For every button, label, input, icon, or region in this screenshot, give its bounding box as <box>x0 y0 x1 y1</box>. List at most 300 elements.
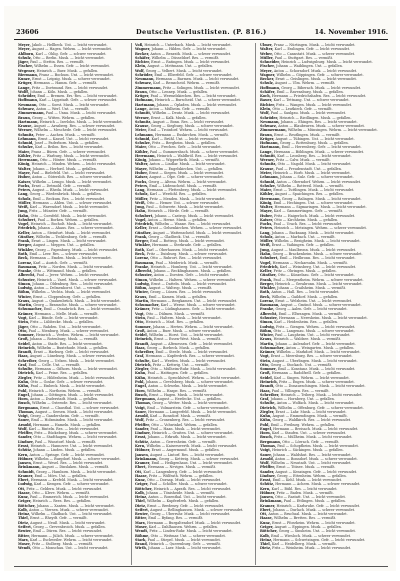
entry-details: Heinrich — Iserlohn. Musk. — leicht verwundet. <box>38 119 123 124</box>
entry-details: Otto — Ruhrort. Res. — leicht verwundet. <box>149 256 223 261</box>
entry-details: Fritz — Hildesheim. Musk. — leicht verwundet. <box>32 375 116 380</box>
entry-details: Hermann — Krefeld. Musk. — leicht verwundet. <box>29 478 114 483</box>
entry-surname: Koch, <box>260 94 271 99</box>
entry-surname: Schäfer, <box>135 55 151 60</box>
entry-surname: Vogt, <box>18 316 28 320</box>
entry-details: Otto — Kleve. Wehrm. — vermißt. <box>30 490 91 495</box>
entry-details: Heinrich — Rees. Res. — gefallen. <box>31 499 92 504</box>
entry-surname: Wegener, <box>18 68 36 73</box>
entry-surname: Hahn, <box>18 213 30 218</box>
entry-surname: Wirth, <box>135 546 148 551</box>
entry-surname: Kramer, <box>260 503 276 508</box>
entry-details: Peter — Aachen. Musk. — vermißt. <box>34 132 96 137</box>
entry-surname: Schröder, <box>135 72 154 77</box>
entry-details: Karl — Ohlig. Gefr. — schwer verwundet. <box>34 51 107 56</box>
entry-surname: Sommer, <box>18 333 35 338</box>
entry-details: Fritz — Engen. Musk. — schwer verwundet. <box>277 379 355 384</box>
entry-surname: Wolf, <box>260 461 270 466</box>
entry-surname: Ritter, <box>18 533 31 538</box>
entry-details: Emil — Steele. Musk. — leicht verwundet. <box>154 350 229 355</box>
entry-surname: Kraus, <box>135 294 148 299</box>
entry-surname: Scholz, <box>18 196 32 201</box>
entry-details: Paul — Stuttgart. Res. — vermißt. <box>273 55 334 60</box>
entry-details: Anton — Steinfurt. Musk. — leicht verwundet. <box>30 230 112 235</box>
entry-details: Wilhelm — Meschede. Gefr. — leicht verwundet. <box>32 128 118 133</box>
entry-surname: Schubert, <box>260 256 279 261</box>
entry-details: Georg — Überruhr. Musk. — leicht verwundet. <box>148 512 231 517</box>
entry-surname: Schütz, <box>18 448 33 453</box>
entry-surname: Schmitt, <box>135 111 152 116</box>
entry-surname: Werner, <box>18 128 33 133</box>
entry-surname: Ulmer, <box>260 43 273 47</box>
entry-details: August — Lintorf. Res. — leicht verwundet. <box>148 452 225 457</box>
entry-details: Otto — Rahden. Unt. — leicht verwundet. <box>29 324 102 329</box>
entry-surname: Horn, <box>135 388 146 393</box>
entry-surname: Lang, <box>135 188 146 193</box>
entry-details: Hermann — Sterkrade. Gefr. — gefallen. <box>151 243 222 248</box>
entry-details: Fritz — Norden. Musk. — leicht verwundet. <box>37 264 114 269</box>
entry-details: Karl — Gammertingen. Gefr. — vermißt. <box>272 209 344 214</box>
entry-surname: Haase, <box>260 516 273 521</box>
entry-details: Karl — Werden. Musk. — leicht verwundet. <box>150 358 227 363</box>
entry-details: Wilhelm — Bretten. Res. — vermißt. <box>272 516 337 521</box>
entry-details: Johann — Laer. Musk. — leicht verwundet. <box>147 546 222 551</box>
entry-details: Hermann — Breisach. Musk. — leicht verwundet. <box>272 426 359 431</box>
entry-surname: Weber, <box>260 51 273 56</box>
entry-details: Emil — Kehl. Musk. — leicht verwundet. <box>271 478 343 483</box>
entry-details: Franz — Nürtingen. Musk. — leicht verwundet. <box>272 43 356 47</box>
entry-surname: Graf, <box>18 362 28 367</box>
entry-details: Emil — Beckum. Res. — leicht verwundet. <box>31 196 106 201</box>
entry-details: Karl — Weinsberg. Unt. — leicht verwundet. <box>278 264 357 269</box>
entry-surname: Schreiber, <box>135 350 155 355</box>
entry-details: Emil — Kamen. Musk. — gefallen. <box>147 294 208 299</box>
entry-surname: Maier, <box>18 149 31 154</box>
entry-details: Hermann — Langerfeld. Musk. — leicht verwundet. <box>147 409 237 414</box>
entry-details: Anton — Bonndorf. Musk. — schwer verwundet. <box>273 456 358 461</box>
entry-surname: Böhme, <box>135 533 150 538</box>
entry-surname: Wolf, <box>18 426 28 431</box>
entry-details: Fritz — Cronenberg. Res. — leicht verwundet. <box>144 418 226 423</box>
entry-surname: Hübner, <box>18 456 34 461</box>
entry-details: Anton — Dorsten. Gefr. — leicht verwundet. <box>152 273 230 278</box>
entry-surname: Brinkmann, <box>135 456 158 461</box>
entry-details: Ernst — Angermund. Musk. — gefallen. <box>150 448 220 453</box>
column-3 <box>260 43 388 565</box>
entry-surname: Schulte, <box>135 358 151 363</box>
entry-surname: Kraus, <box>18 298 31 303</box>
entry-details: Heinrich — Marl. Res. — gefallen. <box>144 320 205 325</box>
entry-surname: Huber, <box>260 213 273 218</box>
entry-details: Otto — Rastatt. Unt. — leicht verwundet. <box>273 495 346 500</box>
entry-surname: König, <box>18 162 31 167</box>
entry-details: Johann — Aulendorf. Gefr. — leicht verwundet. <box>274 341 356 346</box>
entry-details: Karl — Heidelberg. Musk. — vermißt. <box>270 542 337 547</box>
entry-details: Johann — Opladen. Musk. — leicht verwundet. <box>155 102 238 107</box>
entry-details: Fritz — Lüdinghausen. Gefr. — leicht verwundet. <box>150 307 236 312</box>
entry-surname: Kraus, <box>260 337 273 342</box>
entry-details: Wilhelm — Göppingen. Gefr. — schwer verwundet. <box>275 72 364 77</box>
entry-details: Georg — Bramsche. Musk. — schwer verwundet. <box>32 303 118 308</box>
entry-details: Fritz — Wülfrath. Wehrm. — gefallen. <box>147 473 214 478</box>
entry-surname: Hoffmann, <box>260 85 281 90</box>
entry-details: Karl — Bünde. Gefr. — leicht verwundet. <box>27 316 99 320</box>
entry-details: Paul — Unna. Musk. — leicht verwundet. <box>44 111 117 116</box>
entry-surname: Seidel, <box>135 333 148 338</box>
entry-details: Heinrich — Karlsruhe. Gefr. — leicht verwundet. <box>275 503 361 508</box>
entry-surname: Jung, <box>260 247 271 252</box>
entry-details: Hermann — Schwetzingen. Gefr. — leicht verwundet. <box>272 537 366 542</box>
entry-details: Heinrich — Bocholt. Musk. — leicht verwundet. <box>29 222 113 227</box>
entry-surname: Schubert, <box>135 213 154 218</box>
entry-details: Paul — Urach. Res. — leicht verwundet. <box>272 222 343 227</box>
entry-details: Hermann — Neckarsulm. Musk. — vermißt. <box>271 260 348 265</box>
entry-details: Otto — Hemer. Unt. — schwer verwundet. <box>145 200 220 205</box>
entry-details: Ernst — Cloppenburg. Gefr. — gefallen. <box>31 294 102 299</box>
entry-details: Georg — Waldkirch. Res. — leicht verwundet. <box>271 418 352 423</box>
entry-surname: Brand, <box>135 542 148 547</box>
entry-details: Hermann — Barmen. Musk. — leicht verwundet. <box>154 77 240 82</box>
entry-details: Heinrich — Burscheid. Unt. — schwer verwundet. <box>153 98 241 103</box>
entry-surname: Schröder, <box>18 94 37 99</box>
entry-details: Wilhelm — Wanne. Res. — leicht verwundet. <box>153 222 232 227</box>
entry-surname: Vogel, <box>135 217 147 222</box>
entry-details: Emil — Byfang. Res. — vermißt. <box>147 516 204 521</box>
entry-surname: Huber, <box>18 175 31 180</box>
entry-details: Otto — Berlin. Musk. — leicht verwundet. <box>31 55 105 60</box>
entry-surname: Groß, <box>18 337 29 342</box>
entry-details: Emil — Mörs. Unt. — gefallen. <box>33 473 87 478</box>
entry-details: August — Dinslaken. Musk. — vermißt. <box>40 465 110 470</box>
entry-surname: Lange, <box>135 106 148 111</box>
entry-surname: Ahlborn, <box>18 51 35 56</box>
entry-surname: Ludwig, <box>135 281 150 286</box>
entry-surname: Sauer, <box>135 409 147 414</box>
entry-details: Hermann — Bergkamen. Unt. — leicht verwundet. <box>149 298 238 303</box>
entry-surname: Voigt, <box>260 448 271 453</box>
entry-surname: Weiß, <box>18 205 29 210</box>
entry-surname: Baumann, <box>18 264 38 269</box>
entry-details: Paul — Bielefeld. Unt. — leicht verwundet. <box>30 170 106 175</box>
entry-details: Wilhelm — Deutz. Musk. — leicht verwundet. <box>151 111 231 116</box>
entry-details: Paul — Haltern. Musk. — leicht verwundet. <box>146 316 222 320</box>
entry-surname: Becker, <box>135 51 150 56</box>
entry-details: Paul — Schwerte. Musk. — leicht verwundet. <box>145 205 224 210</box>
entry-surname: König, <box>260 200 273 205</box>
entry-details: Paul — Gummersbach. Musk. — schwer verwundet. <box>148 149 239 154</box>
entry-surname: Ernst, <box>260 478 272 483</box>
entry-surname: Otto, <box>135 320 145 325</box>
entry-details: August — Seesen. Musk. — leicht verwundet. <box>34 409 114 414</box>
entry-details: Johann — Hilden. Gefr. — leicht verwundet. <box>150 47 227 52</box>
entry-details: Wilhelm — Essen. Gefr. — leicht verwundet. <box>33 64 110 69</box>
entry-surname: Heinrich, <box>135 337 153 342</box>
entry-details: Ernst — Gelsenkirchen. Wehrm. — schwer verwundet. <box>147 226 243 231</box>
entry-details: Paul — Schöller. Musk. — schwer verwundet. <box>148 482 228 487</box>
entry-details: Hermann — Jülich. Musk. — schwer verwundet. <box>30 533 114 538</box>
entry-surname: Busch, <box>135 392 148 397</box>
entry-surname: Sommer, <box>260 367 277 372</box>
entry-details: Ernst — Datteln. Musk. — leicht verwundet. <box>149 281 228 286</box>
entry-details: Fritz — Calw. Musk. — vermißt. <box>274 158 331 163</box>
entry-surname: Kolb, <box>18 507 28 512</box>
entry-details: Wilhelm — Vechta. Musk. — leicht verwundet. <box>30 290 112 295</box>
entry-surname: Günther, <box>135 230 152 235</box>
entry-surname: Krause, <box>260 166 275 171</box>
entry-details: Ernst — Kalk. Musk. — gefallen. <box>149 115 207 120</box>
entry-surname: Meyer, <box>18 47 31 52</box>
entry-surname: Pohl, <box>260 422 270 427</box>
entry-surname: Schulze, <box>18 145 34 150</box>
entry-details: Anton — Duderstadt. Musk. — gefallen. <box>28 397 99 402</box>
entry-details: Georg — Wiedenbrück. Musk. — gefallen. <box>28 192 102 197</box>
entry-surname: Schmidt, <box>18 469 35 474</box>
entry-details: Paul — Nienburg. Musk. — schwer verwundet. <box>27 328 110 333</box>
entry-details: Johann — Xanten. Musk. — leicht verwundet. <box>35 503 115 508</box>
entry-details: Ernst — Essen-West. Musk. — vermißt. <box>152 337 222 342</box>
entry-surname: Böhm, <box>260 328 273 333</box>
entry-details: Josef — Paderborn. Musk. — gefallen. <box>33 141 100 146</box>
entry-surname: Ritter, <box>135 516 148 521</box>
entry-details: Karl — Brilon. Res. — leicht verwundet. <box>34 145 104 150</box>
entry-surname: Berger, <box>18 243 33 248</box>
entry-surname: König, <box>135 158 148 163</box>
entry-surname: Wolf, <box>135 68 145 73</box>
entry-surname: Hartmann, <box>135 102 156 107</box>
entry-surname: Ernst, <box>18 443 30 448</box>
entry-surname: Hübner, <box>260 490 276 495</box>
entry-surname: Schuster, <box>18 277 36 282</box>
entry-details: Otto — Lörrach. Gefr. — vermißt. <box>281 439 340 444</box>
entry-details: Johann — Backnang. Musk. — leicht verwundet. <box>270 230 355 235</box>
entry-details: Heinrich — Säckingen. Musk. — gefallen. <box>271 448 344 453</box>
entry-surname: Keller, <box>260 269 273 274</box>
entry-details: Emil — Freiburg. Wehrm. — gefallen. <box>269 422 336 427</box>
entry-details: Johann — Rotenburg. Musk. — vermißt. <box>28 337 99 342</box>
entry-details: Johann — Durlach. Musk. — schwer verwundet. <box>271 507 356 512</box>
page-header <box>16 28 388 38</box>
entry-details: Johann — Crailsheim. Musk. — vermißt. <box>276 286 347 291</box>
entry-details: Hermann — Burgaltendorf. Musk. — leicht verwundet. <box>145 520 242 525</box>
entry-surname: Walter, <box>135 162 149 167</box>
entry-surname: Fuchs, <box>260 222 273 227</box>
entry-details: Paul — Freudenstadt. Unt. — gefallen. <box>274 166 342 171</box>
entry-surname: Busch, <box>260 435 273 440</box>
entry-surname: Wagner, <box>260 72 276 77</box>
entry-surname: Braun, <box>18 115 31 120</box>
entry-details: Wilhelm — Kaiserswerth. Musk. — leicht verwundet. <box>145 443 238 448</box>
entry-details: Hermann — Gifhorn. Musk. — leicht verwundet. <box>33 367 118 372</box>
entry-surname: Dietz, <box>135 503 147 508</box>
entry-surname: Werner, <box>135 115 150 120</box>
entry-details: Wilhelm — Haltern. Wehrm. — schwer verwundet. <box>148 277 237 282</box>
entry-details: Johann — Herford. Musk. — gefallen. <box>31 166 97 171</box>
entry-details: Hermann — Radolfzell. Gefr. — gefallen. <box>270 371 342 376</box>
entry-surname: Lehmann, <box>18 136 37 141</box>
entry-details: Wilhelm — Burgdorf. Musk. — schwer verwundet. <box>33 456 121 461</box>
entry-details: Anton — Bruchsal. Musk. — leicht verwundet. <box>267 512 348 517</box>
entry-details: Emil — Hechingen. Unt. — schwer verwundet. <box>272 200 354 205</box>
entry-surname: Roth, <box>135 247 146 252</box>
entry-details: Paul — Hattingen. Gefr. — gefallen. <box>146 371 209 376</box>
entry-details: Otto — Cannstatt. Musk. — schwer verwundet. <box>272 51 356 56</box>
entry-surname: Bergmann, <box>260 439 282 444</box>
entry-details: Ernst — Vaihingen. Gefr. — gefallen. <box>270 243 335 248</box>
entry-surname: Haase, <box>135 473 148 478</box>
entry-details: Anton — Rosenthal. Unt. — leicht verwundet. <box>147 495 227 500</box>
entry-details: Otto — Leutkirch. Gefr. — vermißt. <box>271 106 333 111</box>
newspaper-page <box>4 6 396 571</box>
entry-surname: Wendt, <box>18 546 32 551</box>
entry-details: Ernst — Welzheim. Unt. — leicht verwundet. <box>274 298 353 303</box>
entry-details: Heinrich — Triberg. Musk. — leicht verwundet. <box>279 392 363 397</box>
entry-details: Fritz — Duisburg. Musk. — schwer verwundet. <box>145 252 228 257</box>
entry-details: Hermann — Friedrichshafen. Res. — leicht verwundet. <box>270 94 367 99</box>
entry-details: Anton — Weingarten. Musk. — gefallen. <box>284 345 355 350</box>
entry-details: Otto — Vohwinkel. Wehrm. — gefallen. <box>150 422 218 427</box>
entry-surname: Baumann, <box>135 260 155 265</box>
entry-surname: Meier, <box>260 170 273 175</box>
entry-details: Fritz — Stolberg. Musk. — vermißt. <box>30 542 94 547</box>
entry-surname: Böttcher, <box>135 486 153 491</box>
entry-details: August — Altenessen. Gefr. — leicht verwundet. <box>149 341 234 346</box>
entry-details: Paul — Emmerich. Musk. — leicht verwundet. <box>28 495 110 500</box>
entry-surname: Ernst, <box>135 435 147 440</box>
entry-details: Emil — Holzminden. Musk. — leicht verwundet. <box>30 418 114 423</box>
entry-surname: Brandt, <box>18 350 33 355</box>
entry-details: Otto — Langenau. Musk. — schwer verwundet. <box>272 328 355 333</box>
entry-details: Georg — Papenburg. Musk. — leicht verwundet. <box>34 247 119 252</box>
entry-surname: Schwarz, <box>260 124 277 129</box>
entry-surname: Möller, <box>18 200 32 205</box>
entry-surname: Martin, <box>260 341 275 346</box>
entry-surname: Ebert, <box>260 507 272 512</box>
entry-details: Johann — Erkrath. Musk. — leicht verwundet. <box>146 435 227 440</box>
entry-surname: Reuter, <box>18 529 32 534</box>
entry-details: Emil — Troisdorf. Wehrm. — leicht verwundet. <box>147 128 229 133</box>
entry-surname: Vogt, <box>135 311 145 316</box>
entry-surname: Thiel, <box>260 542 271 547</box>
entry-details: Wilhelm — Neustadt. Unt. — leicht verwundet. <box>269 461 352 466</box>
entry-surname: Jansen, <box>18 461 32 466</box>
entry-surname: Krämer, <box>18 311 34 316</box>
entry-details: Georg — Wetter. Musk. — leicht verwundet. <box>151 401 228 406</box>
entry-surname: Braun, <box>135 89 148 94</box>
entry-surname: Horn, <box>260 431 271 436</box>
entry-details: Heinrich — Querenburg. Gefr. — vermißt. <box>147 542 221 547</box>
entry-surname: Kolb, <box>135 490 145 495</box>
entry-details: Heinrich — Hörde. Gefr. — vermißt. <box>146 209 210 214</box>
entry-surname: Simon, <box>18 281 32 286</box>
entry-surname: Heinz, <box>260 537 273 542</box>
entry-details: Karl — Oberhausen. Musk. — leicht verwundet. <box>145 247 229 252</box>
entry-surname: Haas, <box>18 354 29 359</box>
entry-details: Anton — Benrath. Musk. — schwer verwundet. <box>149 51 232 56</box>
entry-surname: Krüger, <box>260 136 275 141</box>
entry-details: Emil — Wiesloch. Musk. — schwer verwundet. <box>269 533 352 538</box>
entry-details: Hermann — Plettenberg. Musk. — leicht verwundet. <box>145 188 238 193</box>
entry-surname: Hartmann, <box>260 145 281 150</box>
entry-surname: Dietz, <box>260 546 272 551</box>
entry-surname: Kramer, <box>18 473 34 478</box>
entry-surname: Schmitz, <box>18 132 35 137</box>
entry-details: Wilhelm — Engelskirchen. Unt. — gefallen. <box>147 166 224 171</box>
entry-surname: Schumacher, <box>18 307 43 312</box>
entry-details: Johann — Herten. Wehrm. — leicht verwundet. <box>151 324 234 329</box>
entry-surname: Müller, <box>260 55 274 60</box>
entry-details: Paul — Haan. Musk. — leicht verwundet. <box>149 426 221 431</box>
entry-surname: Vogt, <box>260 354 270 359</box>
entry-details: Anton — Oberndorf. Wehrm. — leicht verwundet. <box>275 179 362 184</box>
entry-details: Anton — Stade. Res. — leicht verwundet. <box>30 341 103 346</box>
entry-surname: Hübner, <box>135 448 151 453</box>
entry-surname: Engel, <box>260 426 273 431</box>
entry-details: Otto — Künzelsau. Gefr. — leicht verwundet. <box>276 273 355 278</box>
entry-details: Heinrich — Northeim. Wehrm. — vermißt. <box>27 388 102 393</box>
entry-surname: Möller, <box>260 239 274 244</box>
entry-details: Georg — Sinsheim. Unt. — leicht verwundet. <box>277 529 356 534</box>
entry-surname: Meier, <box>135 128 148 133</box>
entry-details: Ernst — Pforzheim. Wehrm. — leicht verwundet. <box>270 520 356 525</box>
entry-surname: Schulte, <box>18 367 34 372</box>
entry-details: Anton — Schorndorf. Musk. — leicht verwundet. <box>272 68 358 73</box>
entry-surname: Mayer, <box>260 209 273 214</box>
entry-surname: Schreiber, <box>260 392 280 397</box>
entry-details: Hermann — Neresheim. Musk. — leicht verwundet. <box>277 316 368 320</box>
entry-details: Ernst — Ratingen. Musk. — leicht verwundet. <box>150 60 231 65</box>
entry-surname: Fischer, <box>18 64 34 69</box>
entry-surname: Geiger, <box>260 525 274 530</box>
entry-surname: Schütz, <box>260 482 275 487</box>
entry-surname: Lorenz, <box>135 256 150 261</box>
entry-surname: Marx, <box>18 537 29 542</box>
entry-surname: Geiger, <box>18 499 32 504</box>
entry-surname: Kunz, <box>260 520 271 525</box>
entry-surname: Haase, <box>18 490 31 495</box>
entry-surname: Franke, <box>135 264 150 269</box>
entry-details: Paul — Villingen. Res. — vermißt. <box>270 388 330 393</box>
entry-details: Johann — Castrop. Musk. — leicht verwundet. <box>153 213 235 218</box>
entry-surname: Lindner, <box>260 473 276 478</box>
entry-surname: Martin, <box>135 298 150 303</box>
entry-details: August — Neuß. Musk. — leicht verwundet. <box>29 520 106 525</box>
entry-surname: Fuchs, <box>135 179 148 184</box>
entry-details: August — Spaichingen. Res. — gefallen. <box>273 192 344 197</box>
header-rule <box>14 39 388 40</box>
entry-details: Georg — Ettenheim. Wehrm. — gefallen. <box>275 473 347 478</box>
entry-details: Georg — Gandersheim. Gefr. — vermißt. <box>29 414 100 419</box>
entry-surname: Jäger, <box>18 324 30 329</box>
entry-details: Georg — Uelzen. Musk. — leicht verwundet. <box>37 358 115 363</box>
entry-surname: Heinrich, <box>18 345 36 350</box>
entry-details: Emil — Volmarstein. Gefr. — schwer verwundet. <box>146 405 230 410</box>
entry-details: Paul — Mergentheim. Wehrm. — schwer verwundet. <box>272 277 364 282</box>
entry-surname: Schmitt, <box>260 153 277 158</box>
entry-details: Ernst — Lingen. Musk. — leicht verwundet. <box>30 239 107 244</box>
entry-surname: Schütz, <box>135 439 150 444</box>
entry-details: Johann — Ehingen. Res. — leicht verwundet. <box>279 119 358 124</box>
entry-details: Heinrich — Waldsee. Musk. — vermißt. <box>272 337 342 342</box>
entry-details: Heinrich — Varel. Musk. — schwer verwundet. <box>35 277 118 282</box>
entry-surname: Seidel, <box>18 341 31 346</box>
entry-surname: Haas, <box>135 345 146 350</box>
entry-details: August — Eppingen. Musk. — gefallen. <box>273 525 342 530</box>
entry-details: Ernst — Leipzig. Musk. — schwer verwundet. <box>31 77 111 82</box>
entry-details: Ernst — Titisee. Musk. — vermißt. <box>275 465 336 470</box>
entry-details: Wilhelm — Lemgo. Musk. — leicht verwundet. <box>31 179 112 184</box>
entry-surname: Engel, <box>135 384 148 389</box>
entry-surname: Zimmermann, <box>135 85 162 90</box>
